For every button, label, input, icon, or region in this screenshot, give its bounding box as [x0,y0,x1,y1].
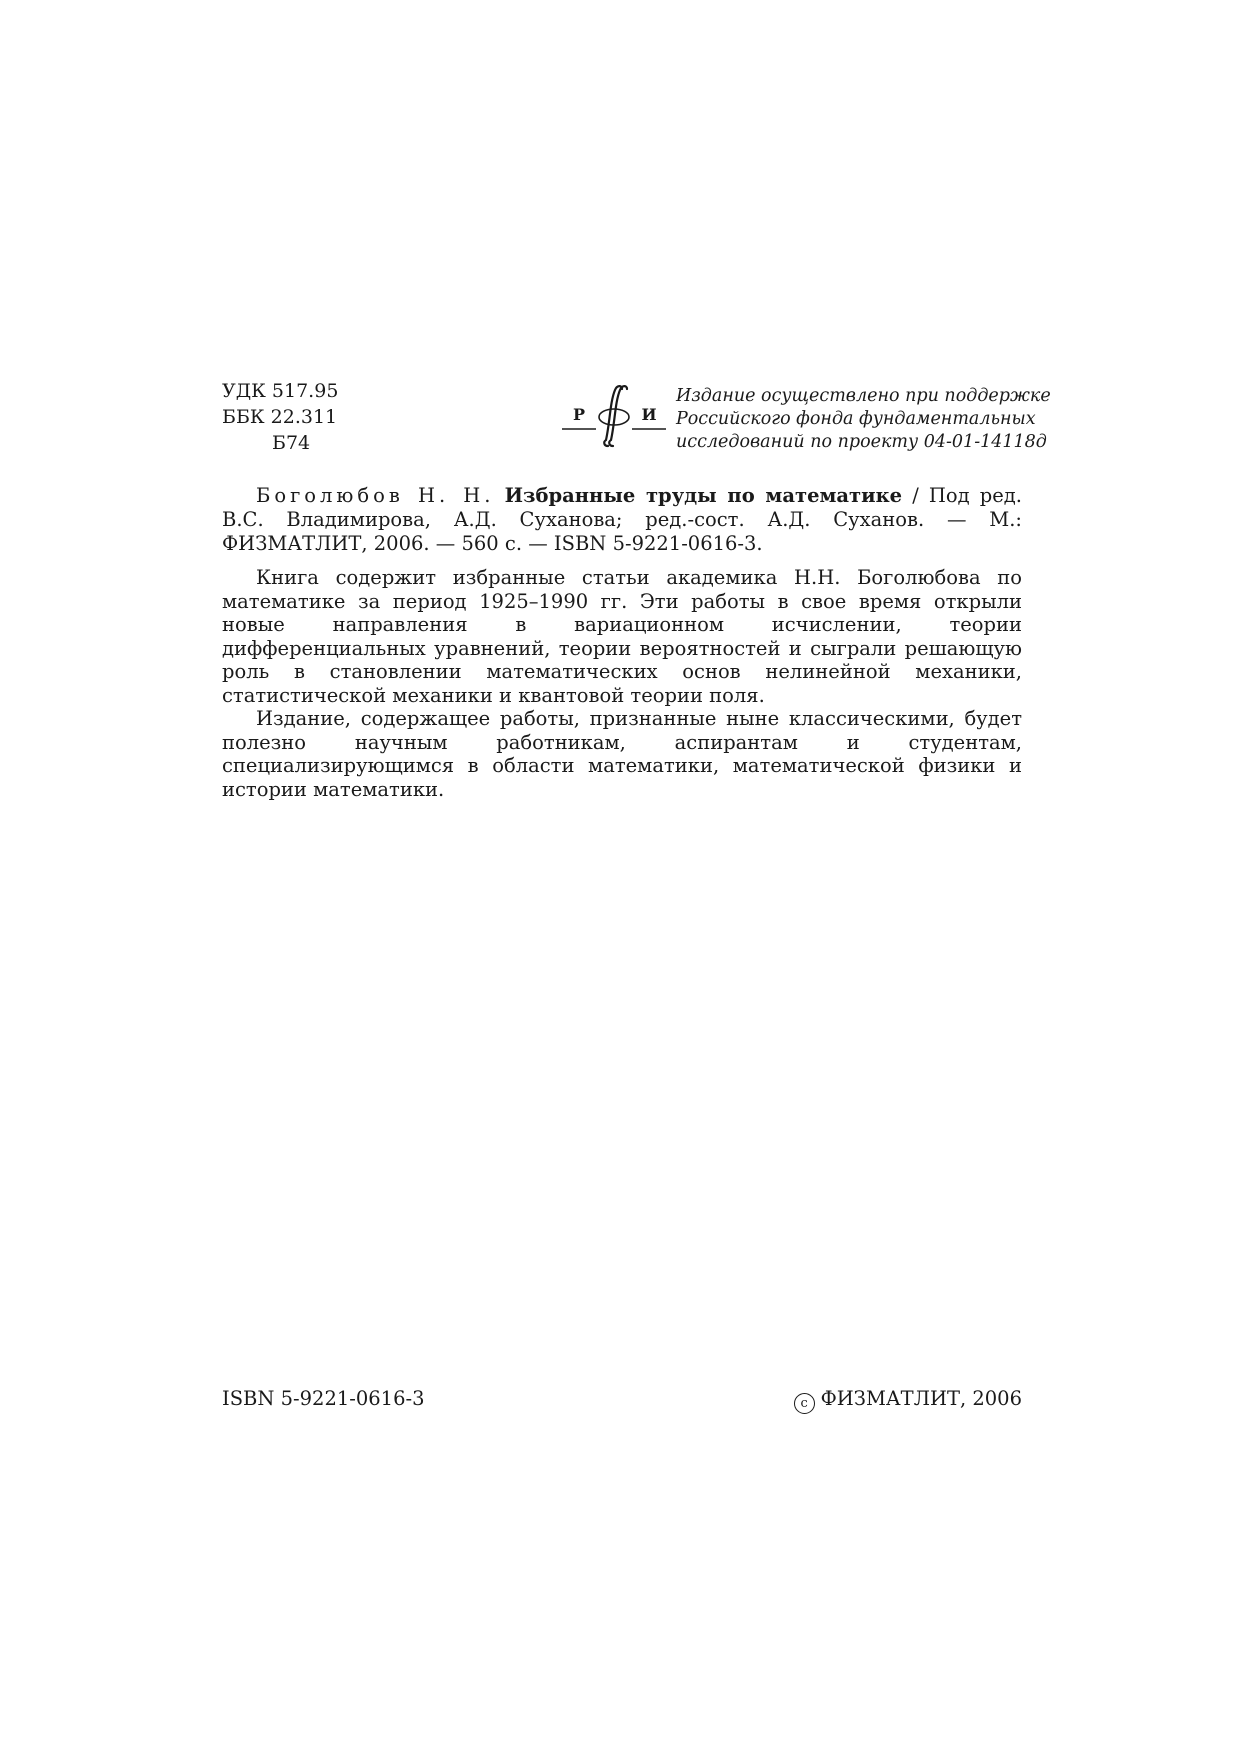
grant-line-1: Издание осуществлено при поддержке [676,386,1051,406]
grant-line-2: Российского фонда фундаментальных [676,409,1036,429]
annotation [222,566,1022,801]
biblio-details: / Под ред. В.С. Владимирова, А.Д. Суханова; ред.-сост. А.Д. Суханов. — М.: ФИЗМАТЛИТ, 2006. — 560 с. — ISBN 5-9221-0616-3. [222,484,1022,555]
classification-codes [222,378,338,456]
bbk-code: ББК 22.311 [222,406,338,428]
footer-copyright [794,1387,1022,1414]
author-mark: Б74 [272,432,311,454]
copyright-icon: c [794,1393,815,1414]
annotation-paragraph-1: Книга содержит избранные статьи академика Н.Н. Боголюбова по математике за период 1925–1990 гг. Эти работы в свое время открыли новые направления в вариационном исчислении, теории дифференциальных уравнений, теории вероятностей и сыграли решающую роль в становлении математических основ нелинейной механики, статистической механики и квантовой теории поля. [222,566,1022,707]
bibliographic-record [222,484,1022,556]
logo-letter-i: И [641,405,657,424]
copyright-holder: ФИЗМАТЛИТ, 2006 [820,1387,1022,1410]
biblio-author: Боголюбов Н. Н. [256,484,495,507]
udk-code: УДК 517.95 [222,380,339,402]
annotation-paragraph-2: Издание, содержащее работы, признанные ныне классическими, будет полезно научным работникам, аспирантам и студентам, специализирующимся в области математики, математической физики и истории математики. [222,707,1022,801]
logo-letter-r: Р [572,405,586,424]
footer-isbn: ISBN 5-9221-0616-3 [222,1387,425,1410]
grant-line-3: исследований по проекту 04-01-14118д [676,432,1047,452]
rffi-logo [560,382,670,452]
grant-note [676,385,1051,454]
biblio-title: Избранные труды по математике [504,484,903,507]
